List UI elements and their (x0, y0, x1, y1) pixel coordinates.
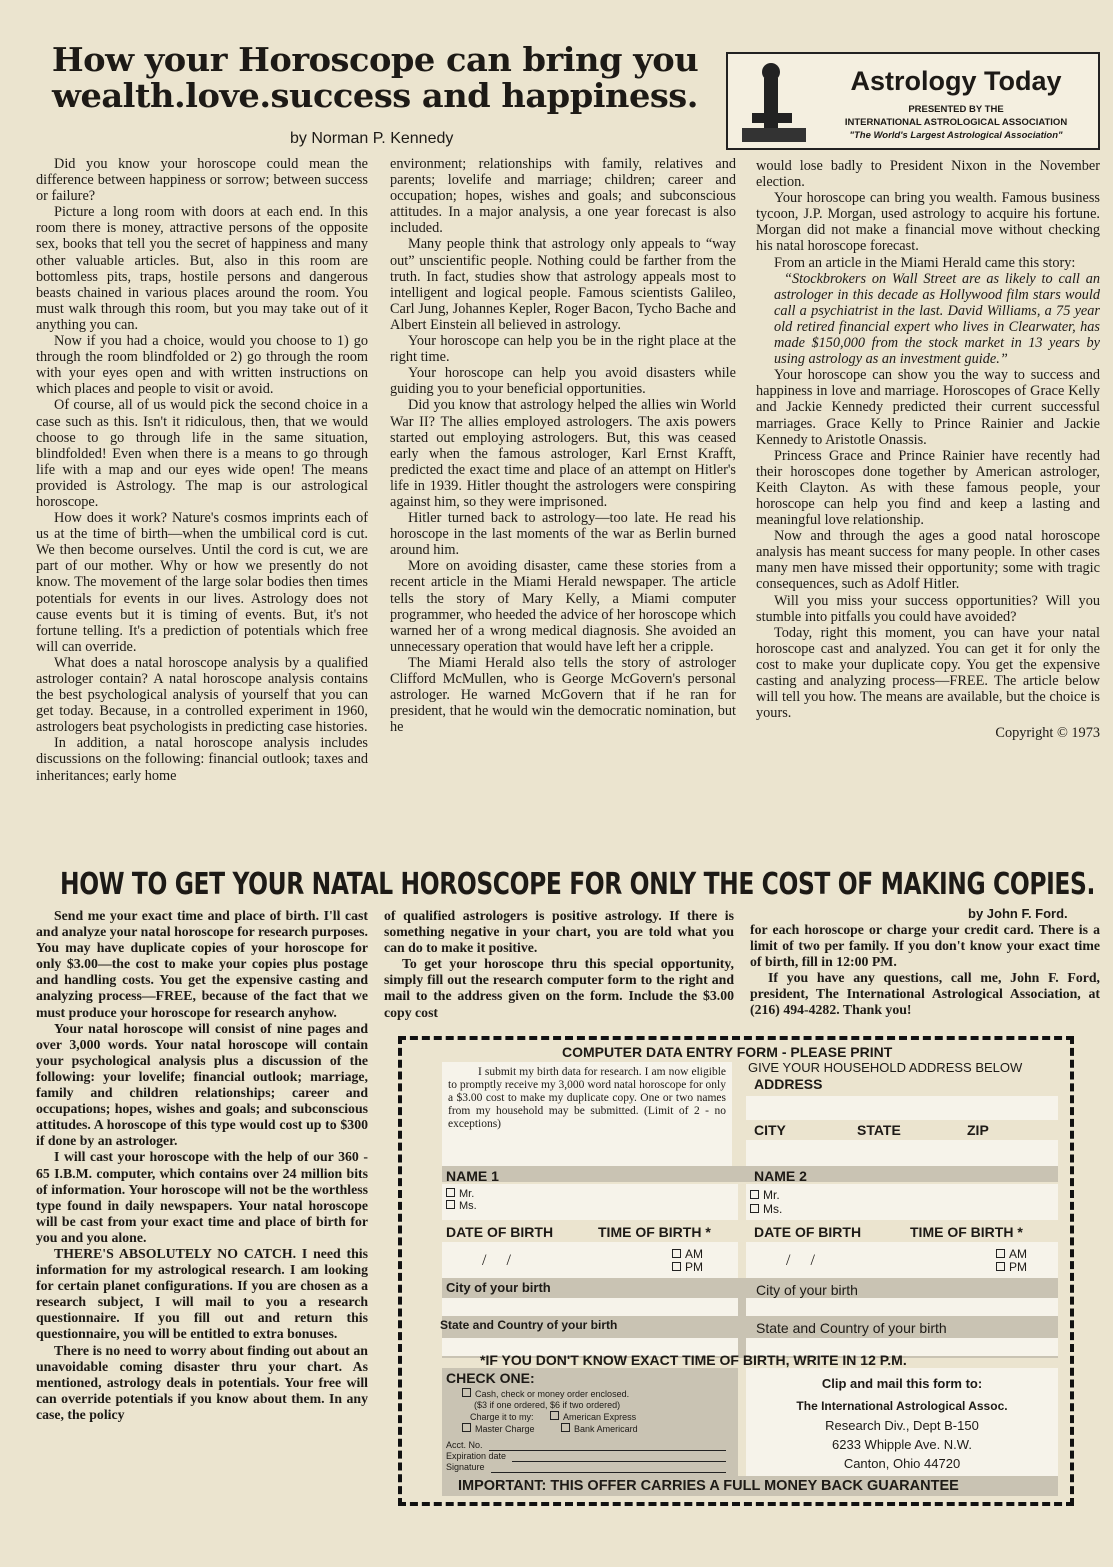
paragraph: Send me your exact time and place of birth. I'll cast and analyze your natal horoscope for research purposes. You may have duplicate copies of your horoscope for only $3.00—the cost to make your copies plus postage and handling costs. You get the expensive casting and analyzing process—FREE, because of the fact that we must produce your horoscope for research anyhow. (36, 908, 368, 1020)
paragraph: environment; relationships with family, relatives and parents; lovelife and marriage; children; career and occupation; hopes, wishes and goals; and subconscious attitudes. In a major analysis, a one year forecast is also included. (390, 156, 736, 237)
article-column-1 (36, 156, 368, 784)
city-birth-label: City of your birth (756, 1282, 858, 1298)
pm-checkbox[interactable] (996, 1262, 1005, 1271)
city-birth-input[interactable] (442, 1298, 738, 1316)
mr-label: Mr. (763, 1188, 780, 1202)
headline-line-2: wealth.love.success and happiness. (52, 76, 698, 115)
paragraph: In addition, a natal horoscope analysis includes discussions on the following: financial outlook; taxes and inheritances; early home (36, 735, 368, 784)
acct-label: Acct. No. (446, 1440, 483, 1450)
paragraph: I will cast your horoscope with the help of our 360 - 65 I.B.M. computer, which contains over 24 million bits of information. Your horoscope will not be the worthless type found in daily newspapers. Your natal horoscope will be cast from your exact time and place of birth for you and you alone. (36, 1149, 368, 1245)
paragraph: From an article in the Miami Herald came this story: (774, 254, 1076, 271)
offer-column-middle (384, 908, 734, 1021)
emblem-icon (734, 58, 814, 146)
paragraph: Now if you had a choice, would you choose to 1) go through the room blindfolded or 2) go through the room with your eyes open and with written instructions on which places and people to visit or avoid. (36, 333, 368, 398)
charge-label: Charge it to my: (470, 1412, 534, 1422)
state-label: STATE (857, 1122, 901, 1138)
logo-title: Astrology Today (850, 66, 1062, 96)
guarantee: IMPORTANT: THIS OFFER CARRIES A FULL MONEY BACK GUARANTEE (458, 1478, 959, 1494)
city-birth-input[interactable] (746, 1298, 1058, 1316)
paragraph: Princess Grace and Prince Rainier have recently had their horoscopes done together by American astrologer, Keith Clayton. As with these famous people, your horoscope can help you find and keep a lasting and meaningful love relationship. (756, 447, 1100, 529)
data-entry-form (398, 1036, 1074, 1506)
offer-column-left (36, 908, 368, 1423)
paragraph: for each horoscope or charge your credit card. There is a limit of two per family. If you don't know your exact time of birth, fill in 12:00 PM. (750, 922, 1100, 970)
paragraph: Today, right this moment, you can have your natal horoscope cast and analyzed. You can get it for only the cost to make your duplicate copy. You get the expensive casting and analyzing process—FREE. The article below will tell you how. The means are available, but the choice is yours. (756, 624, 1100, 722)
article-column-2 (390, 156, 736, 735)
name1-input[interactable] (442, 1184, 738, 1220)
form-title: COMPUTER DATA ENTRY FORM - PLEASE PRINT (562, 1044, 893, 1060)
quote: “Stockbrokers on Wall Street are as likely to call an astrologer in this decade as Hollywood film stars would call a psychiatrist in the last. David Williams, a 75 year old retired financial expert who lives in Clearwater, has made $150,000 from the stock market in 13 years by using astrology as an investment guide.” (774, 270, 1100, 368)
offer-byline: by John F. Ford. (968, 906, 1068, 921)
paragraph: Did you know your horoscope could mean the difference between happiness or sorrow; between success or failure? (36, 156, 368, 205)
tob-label: TIME OF BIRTH * (598, 1224, 711, 1240)
sig-label: Signature (446, 1462, 485, 1472)
am-label: AM (685, 1247, 703, 1261)
clip-label: Clip and mail this form to: (821, 1376, 983, 1391)
exp-label: Expiration date (446, 1451, 507, 1461)
form-intro: I submit my birth data for research. I am now eligible to promptly receive my 3,000 word natal horoscope for only a $3.00 cost to make my duplicate copy. One or two names from my household may be submitted. (Limit of 2 - no exceptions) (442, 1062, 732, 1166)
birth1-input[interactable] (442, 1242, 738, 1278)
bankamericard-checkbox[interactable] (561, 1423, 570, 1432)
am-checkbox[interactable] (996, 1249, 1005, 1258)
logo-presented: PRESENTED BY THE (908, 104, 1004, 115)
paragraph: Of course, all of us would pick the second choice in a case such as this. Isn't it ridiculous, then, that we would choose to go through life in the same situation, blindfolded! Even when there is a means to go through life with a map and our eyes wide open! The means provided is Astrology. The map is our astrological horoscope. (36, 397, 368, 510)
address-line: Research Div., Dept B-150 (825, 1418, 979, 1433)
amex-label: American Express (563, 1412, 637, 1422)
article-column-3 (756, 158, 1100, 741)
logo-tagline: "The World's Largest Astrological Association" (849, 130, 1063, 141)
paragraph: How does it work? Nature's cosmos imprints each of us at the time of birth—when the umbilical cord is cut. We then become ourselves. Until the cord is cut, we are part of our mother. Why or how we presently do not know. The movement of the large solar bodies then times potentials for events in our lives. Astrology does not cause events but it is timing of events. But, it's not fortune telling. It's a prediction of potentials which free will can override. (36, 510, 368, 655)
bank-label: Bank Americard (574, 1424, 638, 1434)
city-birth-label: City of your birth (446, 1280, 551, 1295)
mr-checkbox[interactable] (750, 1190, 759, 1199)
pm-label: PM (685, 1260, 703, 1274)
am-checkbox[interactable] (672, 1249, 681, 1258)
paragraph: If you have any questions, call me, John F. Ford, president, The International Astrological Association, at (216) 494-4282. Thank you! (750, 970, 1100, 1018)
logo-org: INTERNATIONAL ASTROLOGICAL ASSOCIATION (844, 117, 1068, 128)
mr-label: Mr. (459, 1188, 475, 1200)
birth2-input[interactable] (746, 1242, 1058, 1278)
zip-label: ZIP (967, 1122, 989, 1138)
paragraph: Will you miss your success opportunities? Will you stumble into pitfalls you could have avoided? (756, 592, 1100, 625)
name2-label: NAME 2 (754, 1168, 807, 1184)
paragraph: More on avoiding disaster, came these stories from a recent article in the Miami Herald newspaper. The article tells the story of Mary Kelly, a Miami computer programmer, who heeded the advice of her horoscope which warned her of a wrong medical diagnosis. She avoided an unnecessary operation that would have left her a cripple. (390, 558, 736, 655)
paragraph: Picture a long room with doors at each end. In this room there is money, attractive persons of the opposite sex, books that tell you the secret of happiness and many other valuable articles. But, also in this room are bottomless pits, traps, hostile persons and dangerous beasts chained in various places around the room. You must walk through this room, but you may take out of it anything you can. (36, 204, 368, 333)
household-label: GIVE YOUR HOUSEHOLD ADDRESS BELOW (748, 1060, 1023, 1075)
offer-column-right (750, 922, 1100, 1019)
offer-headline: HOW TO GET YOUR NATAL HOROSCOPE FOR ONLY THE COST OF MAKING COPIES. (60, 867, 1095, 902)
address-line: Canton, Ohio 44720 (843, 1456, 961, 1471)
cash-note: ($3 if one ordered, $6 if two ordered) (474, 1400, 621, 1410)
paragraph: To get your horoscope thru this special opportunity, simply fill out the research computer form to the right and mail to the address given on the form. Include the $3.00 copy cost (384, 956, 734, 1020)
paragraph: would lose badly to President Nixon in the November election. (756, 158, 1100, 191)
pm-checkbox[interactable] (672, 1262, 681, 1271)
paragraph: THERE'S ABSOLUTELY NO CATCH. I need this information for my astrological research. I am looking for certain planet configurations. If you are chosen as a research subject, I will mail to you a research questionnaire. If you fill out and return this questionnaire, you will be entitled to extra bonuses. (36, 1245, 368, 1342)
state-birth-label: State and Country of your birth (756, 1320, 947, 1336)
address-label: ADDRESS (754, 1076, 823, 1092)
copyright: Copyright © 1973 (995, 725, 1100, 742)
paragraph: Your horoscope can bring you wealth. Famous business tycoon, J.P. Morgan, used astrology to acquire his fortune. Morgan did not make a financial move without checking his natal horoscope forecast. (756, 190, 1100, 255)
ms-label: Ms. (763, 1202, 783, 1216)
address-input[interactable] (746, 1096, 1058, 1120)
ms-checkbox[interactable] (446, 1200, 455, 1209)
exp-input[interactable] (512, 1451, 726, 1462)
paragraph: Many people think that astrology only appeals to “way out” unscientific people. Nothing could be farther from the truth. In fact, studies show that astrology appeals most to intelligent and logical people. Famous scientists Galileo, Carl Jung, Johannes Kepler, Roger Bacon, Tycho Bache and Albert Einstein all believed in astrology. (390, 236, 736, 333)
acct-input[interactable] (489, 1440, 726, 1451)
byline: by Norman P. Kennedy (290, 130, 454, 147)
paragraph: Hitler turned back to astrology—too late. He read his horoscope in the last moments of the war as Berlin burned around him. (390, 510, 736, 559)
dob-label: DATE OF BIRTH (754, 1224, 862, 1240)
pm-label: PM (1009, 1260, 1027, 1274)
paragraph: Your horoscope can help you avoid disasters while guiding you to your beneficial opportunities. (390, 365, 736, 398)
paragraph: Your natal horoscope will consist of nine pages and over 3,000 words. Your natal horoscope will contain your psychological analysis plus a discussion of the following: your lovelife; financial outlook; marriage, family and children relationships; career and occupations; hopes, wishes and goals; and subconscious attitudes. A horoscope of this type would cost up to $300 if done by an astrologer. (36, 1020, 368, 1149)
master-label: Master Charge (475, 1424, 535, 1434)
date-slashes: / / (482, 1252, 511, 1269)
ms-label: Ms. (459, 1200, 477, 1212)
mr-checkbox[interactable] (446, 1188, 455, 1197)
city-state-zip-input[interactable] (746, 1140, 1058, 1166)
tob-label: TIME OF BIRTH * (910, 1224, 1023, 1240)
paragraph: Your horoscope can show you the way to success and happiness in love and marriage. Horoscopes of Grace Kelly and Jackie Kennedy predicted their current successful marriages. Grace Kelly to Prince Rainier and Jackie Kennedy to Aristotle Onassis. (756, 367, 1100, 448)
address-line: 6233 Whipple Ave. N.W. (832, 1437, 972, 1452)
mastercharge-checkbox[interactable] (462, 1423, 471, 1432)
headline-line-1: How your Horoscope can bring you (51, 40, 699, 79)
state-birth-label: State and Country of your birth (440, 1318, 618, 1332)
date-slashes: / / (786, 1252, 815, 1269)
paragraph: The Miami Herald also tells the story of astrologer Clifford McMullen, who is George McGovern's personal astrologer. He warned McGovern that if he ran for president, that he would win the democratic nomination, but he (390, 654, 736, 736)
name2-input[interactable] (746, 1184, 1058, 1220)
name1-label: NAME 1 (446, 1168, 499, 1184)
check-one-label: CHECK ONE: (446, 1370, 535, 1386)
paragraph: Now and through the ages a good natal horoscope analysis has meant success for many people. In other cases many men have missed their opportunity; some with tragic consequences, such as Adolf Hitler. (756, 528, 1100, 593)
am-label: AM (1009, 1247, 1027, 1261)
card-fields (446, 1440, 726, 1473)
cash-label: Cash, check or money order enclosed. (475, 1389, 630, 1399)
paragraph: Your horoscope can help you be in the right place at the right time. (390, 333, 736, 366)
address-line: The International Astrological Assoc. (796, 1399, 1008, 1413)
paragraph: of qualified astrologers is positive astrology. If there is something negative in your chart, you are told what you can do to make it positive. (384, 908, 734, 956)
dob-label: DATE OF BIRTH (446, 1224, 554, 1240)
paragraph: There is no need to worry about finding out about an unavoidable coming disaster thru your chart. As mentioned, astrology deals in potentials. Your free will can override potentials if you know about them. In any case, the policy (36, 1342, 368, 1422)
cash-checkbox[interactable] (462, 1388, 471, 1397)
ms-checkbox[interactable] (750, 1204, 759, 1213)
payment-options (462, 1388, 732, 1435)
amex-checkbox[interactable] (550, 1411, 559, 1420)
paragraph: Did you know that astrology helped the allies win World War II? The allies employed astrologers. The axis powers started out employing astrologers. But, this was ceased early when the famous astrologer, Karl Ernst Krafft, predicted the exact time and place of an attempt on Hitler's life in 1939. Hitler thought the astrologers were conspiring against him, so they were imprisoned. (390, 397, 736, 510)
paragraph: What does a natal horoscope analysis by a qualified astrologer contain? A natal horoscope analysis contains the best psychological analysis of yourself that you can get today. Because, in a controlled experiment in 1960, astrologers beat psychologists in predicting case histories. (36, 654, 368, 736)
mailing-address (746, 1368, 1058, 1476)
headline (23, 42, 727, 114)
time-note: *IF YOU DON'T KNOW EXACT TIME OF BIRTH, WRITE IN 12 P.M. (480, 1352, 907, 1368)
astrology-today-logo (726, 52, 1100, 150)
city-label: CITY (754, 1122, 786, 1138)
sig-input[interactable] (491, 1462, 726, 1473)
